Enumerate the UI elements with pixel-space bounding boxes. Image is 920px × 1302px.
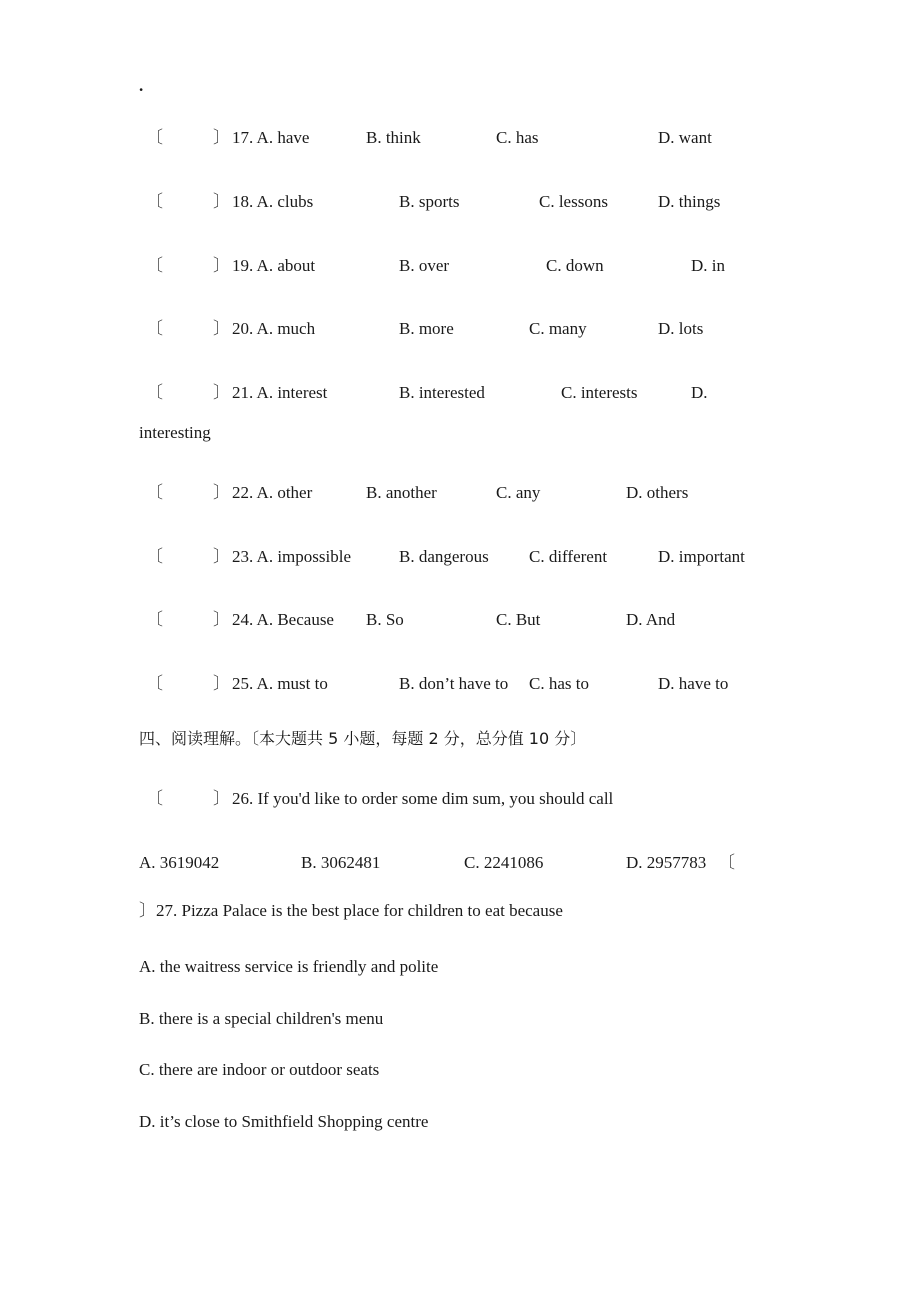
- option-d-continued: interesting: [139, 423, 211, 442]
- option-b: B. 3062481: [301, 853, 381, 872]
- question-stem: 19. A. about: [232, 256, 316, 275]
- section-title: 四、阅读理解。〔本大题共 5 小题，每题 2 分，总分值 10 分〕: [139, 729, 587, 748]
- option-d: D. And: [626, 610, 676, 629]
- option-b: B. another: [366, 483, 437, 502]
- answer-bracket-open: 〔: [146, 547, 163, 566]
- option-b: B. don’t have to: [399, 674, 509, 693]
- option-b: B. over: [399, 256, 450, 275]
- question-stem: 26. If you'd like to order some dim sum, you should call: [232, 789, 614, 808]
- option-d: D. important: [658, 547, 745, 566]
- option-b: B. sports: [399, 192, 460, 211]
- option-d: D. want: [658, 128, 712, 147]
- option-c: C. different: [529, 547, 608, 566]
- option-c: C. 2241086: [464, 853, 544, 872]
- option-a: A. 3619042: [139, 853, 220, 872]
- option-d: D. others: [626, 483, 689, 502]
- option-d: D.: [691, 383, 708, 402]
- option-b: B. dangerous: [399, 547, 489, 566]
- option-a: A. the waitress service is friendly and polite: [139, 957, 439, 976]
- option-c: C. has to: [529, 674, 589, 693]
- option-c: C. has: [496, 128, 539, 147]
- answer-bracket-close: 〕: [213, 610, 230, 629]
- answer-bracket-close: 〕: [213, 319, 230, 338]
- option-d: D. lots: [658, 319, 704, 338]
- option-d: D. have to: [658, 674, 729, 693]
- option-b: B. think: [366, 128, 421, 147]
- page-mark: .: [139, 76, 144, 95]
- question-stem: 22. A. other: [232, 483, 313, 502]
- answer-bracket-open: 〔: [146, 319, 163, 338]
- answer-bracket-close: 〕: [213, 547, 230, 566]
- answer-bracket-close: 〕: [213, 128, 230, 147]
- option-d: D. 2957783: [626, 853, 707, 872]
- question-stem: 21. A. interest: [232, 383, 328, 402]
- question-stem: 18. A. clubs: [232, 192, 314, 211]
- option-c: C. But: [496, 610, 541, 629]
- option-d: D. in: [691, 256, 725, 275]
- option-d: D. things: [658, 192, 721, 211]
- answer-bracket-close: 〕: [213, 192, 230, 211]
- answer-bracket-close: 〕: [213, 483, 230, 502]
- answer-bracket-open: 〔: [718, 853, 735, 872]
- option-c: C. many: [529, 319, 587, 338]
- question-stem: 25. A. must to: [232, 674, 328, 693]
- answer-bracket-open: 〔: [146, 128, 163, 147]
- option-c: C. lessons: [539, 192, 608, 211]
- option-c: C. down: [546, 256, 604, 275]
- option-b: B. So: [366, 610, 404, 629]
- answer-bracket-open: 〔: [146, 610, 163, 629]
- option-b: B. there is a special children's menu: [139, 1009, 384, 1028]
- answer-bracket-open: 〔: [146, 383, 163, 402]
- question-stem: 24. A. Because: [232, 610, 334, 629]
- option-c: C. any: [496, 483, 541, 502]
- answer-bracket-close: 〕: [213, 256, 230, 275]
- answer-bracket-close: 〕: [213, 383, 230, 402]
- answer-bracket-open: 〔: [146, 483, 163, 502]
- answer-bracket-open: 〔: [146, 789, 163, 808]
- option-c: C. there are indoor or outdoor seats: [139, 1060, 380, 1079]
- answer-bracket-open: 〔: [146, 674, 163, 693]
- answer-bracket-close: 〕: [213, 674, 230, 693]
- answer-bracket-close: 〕: [213, 789, 230, 808]
- option-b: B. interested: [399, 383, 485, 402]
- question-stem: 20. A. much: [232, 319, 316, 338]
- question-stem: 23. A. impossible: [232, 547, 352, 566]
- answer-bracket-open: 〔: [146, 192, 163, 211]
- question-stem: 〕27. Pizza Palace is the best place for children to eat because: [139, 901, 563, 920]
- question-stem: 17. A. have: [232, 128, 310, 147]
- answer-bracket-open: 〔: [146, 256, 163, 275]
- option-d: D. it’s close to Smithfield Shopping centre: [139, 1112, 429, 1131]
- option-b: B. more: [399, 319, 454, 338]
- option-c: C. interests: [561, 383, 638, 402]
